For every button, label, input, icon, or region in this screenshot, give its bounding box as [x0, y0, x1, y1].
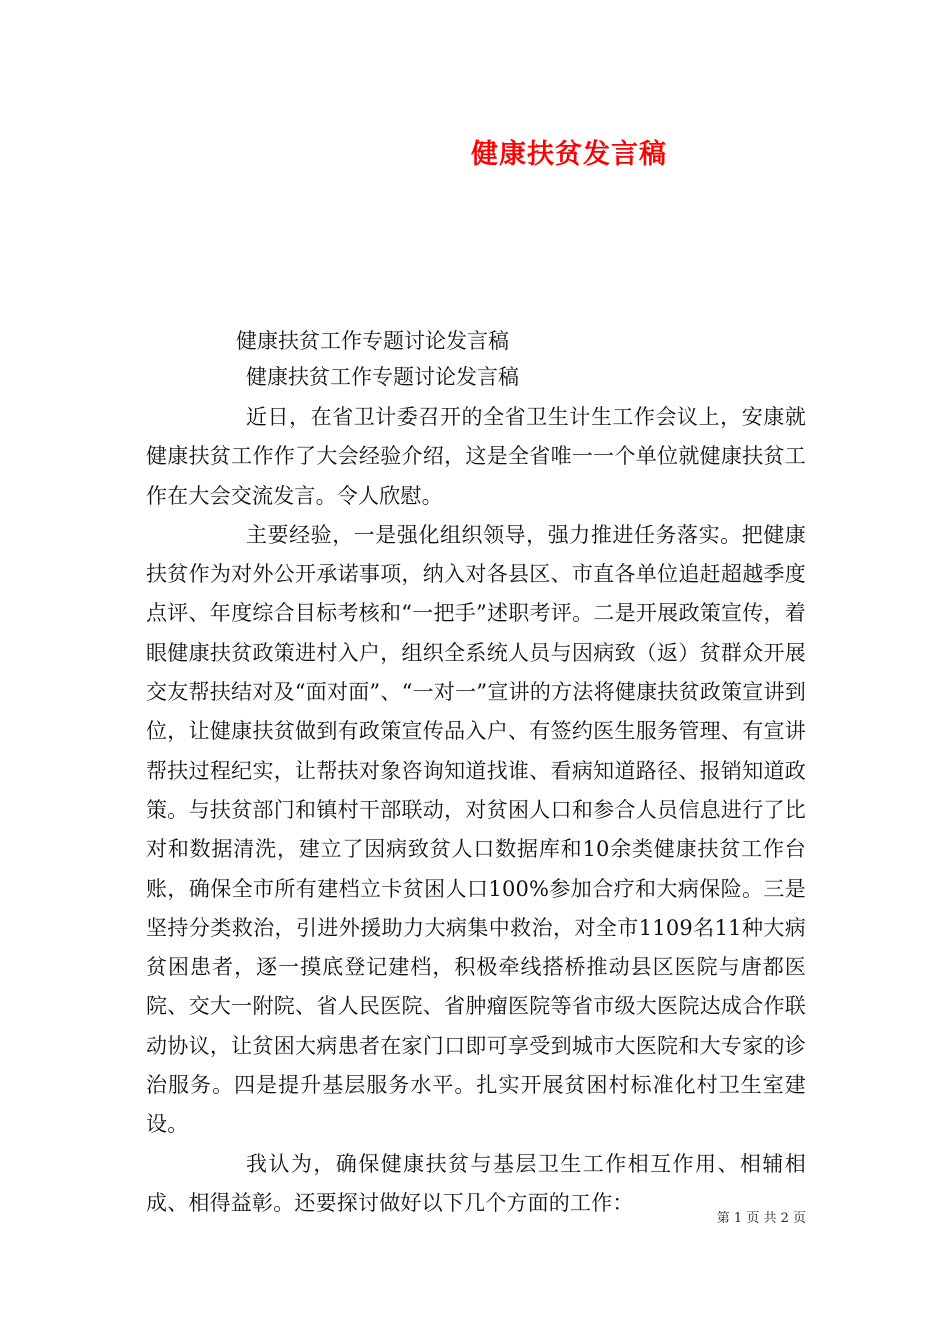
document-subtitle: 健康扶贫工作专题讨论发言稿 [236, 329, 509, 353]
paragraph-main-experience: 主要经验，一是强化组织领导，强力推进任务落实。把健康扶贫作为对外公开承诺事项，纳入对各县区、市直各单位追赶超越季度点评、年度综合目标考核和“一把手”述职考评。二是开展政策宣传，着眼健康扶贫政策进村入户，组织全系统人员与因病致（返）贫群众开展交友帮扶结对及“面对面”、“一对一”宣讲的方法将健康扶贫政策宣讲到位，让健康扶贫做到有政策宣传品入户、有签约医生服务管理、有宣讲帮扶过程纪实，让帮扶对象咨询知道找谁、看病知道路径、报销知道政策。与扶贫部门和镇村干部联动，对贫困人口和参合人员信息进行了比对和数据清洗，建立了因病致贫人口数据库和10余类健康扶贫工作台账，确保全市所有建档立卡贫困人口100%参加合疗和大病保险。三是坚持分类救治，引进外援助力大病集中救治，对全市1109名11种大病贫困患者，逐一摸底登记建档，积极牵线搭桥推动县区医院与唐都医院、交大一附院、省人民医院、省肿瘤医院等省市级大医院达成合作联动协议，让贫困大病患者在家门口即可享受到城市大医院和大专家的诊治服务。四是提升基层服务水平。扎实开展贫困村标准化村卫生室建设。 [146, 522, 806, 1137]
body-text [146, 398, 806, 1223]
paragraph-opinion: 我认为，确保健康扶贫与基层卫生工作相互作用、相辅相成、相得益彰。还要探讨做好以下几个方面的工作： [146, 1151, 806, 1215]
document-subtitle-repeat: 健康扶贫工作专题讨论发言稿 [246, 365, 519, 389]
paragraph-intro: 近日，在省卫计委召开的全省卫生计生工作会议上，安康就健康扶贫工作作了大会经验介绍，这是全省唯一一个单位就健康扶贫工作在大会交流发言。令人欣慰。 [146, 405, 806, 508]
page-number: 第 1 页 共 2 页 [716, 1211, 806, 1226]
page-title: 健康扶贫发言稿 [471, 139, 667, 170]
